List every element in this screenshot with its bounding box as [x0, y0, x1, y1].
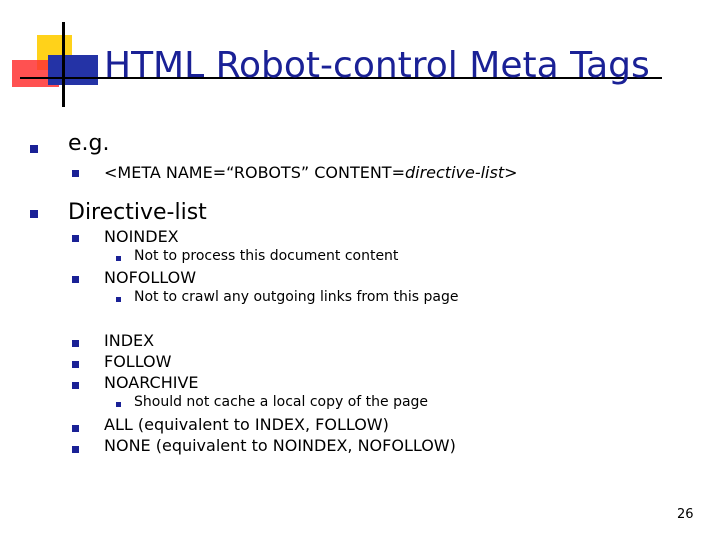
decor-vertical-line [62, 22, 65, 107]
bullet-text: NOINDEX [104, 227, 179, 246]
bullet-text: INDEX [104, 331, 155, 350]
bullet-text: NONE (equivalent to NOINDEX, NOFOLLOW) [104, 436, 456, 455]
square-bullet-icon [72, 340, 79, 347]
square-bullet-icon [72, 235, 79, 242]
meta-example-text [104, 163, 518, 182]
square-bullet-icon [116, 402, 121, 407]
square-bullet-icon [116, 256, 121, 261]
meta-suffix: > [504, 163, 518, 182]
square-bullet-icon [72, 425, 79, 432]
page-number: 26 [677, 507, 694, 522]
bullet-text: ALL (equivalent to INDEX, FOLLOW) [104, 415, 389, 434]
bullet-text: e.g. [68, 131, 110, 156]
square-bullet-icon [72, 170, 79, 177]
square-bullet-icon [72, 446, 79, 453]
bullet-text: Directive-list [68, 200, 207, 225]
square-bullet-icon [30, 145, 38, 153]
square-bullet-icon [30, 210, 38, 218]
bullet-text: FOLLOW [104, 352, 172, 371]
bullet-text: NOFOLLOW [104, 268, 197, 287]
square-bullet-icon [72, 276, 79, 283]
bullet-text: NOARCHIVE [104, 373, 199, 392]
square-bullet-icon [72, 361, 79, 368]
bullet-text: Not to process this document content [134, 248, 399, 264]
slide-title: HTML Robot-control Meta Tags [104, 45, 650, 86]
bullet-text: Not to crawl any outgoing links from this page [134, 289, 459, 305]
square-bullet-icon [116, 297, 121, 302]
meta-directive: directive-list [404, 163, 505, 182]
bullet-text: Should not cache a local copy of the page [134, 394, 429, 410]
meta-prefix: <META NAME=“ROBOTS” CONTENT= [104, 163, 405, 182]
decor-blue-square [48, 55, 98, 85]
square-bullet-icon [72, 382, 79, 389]
